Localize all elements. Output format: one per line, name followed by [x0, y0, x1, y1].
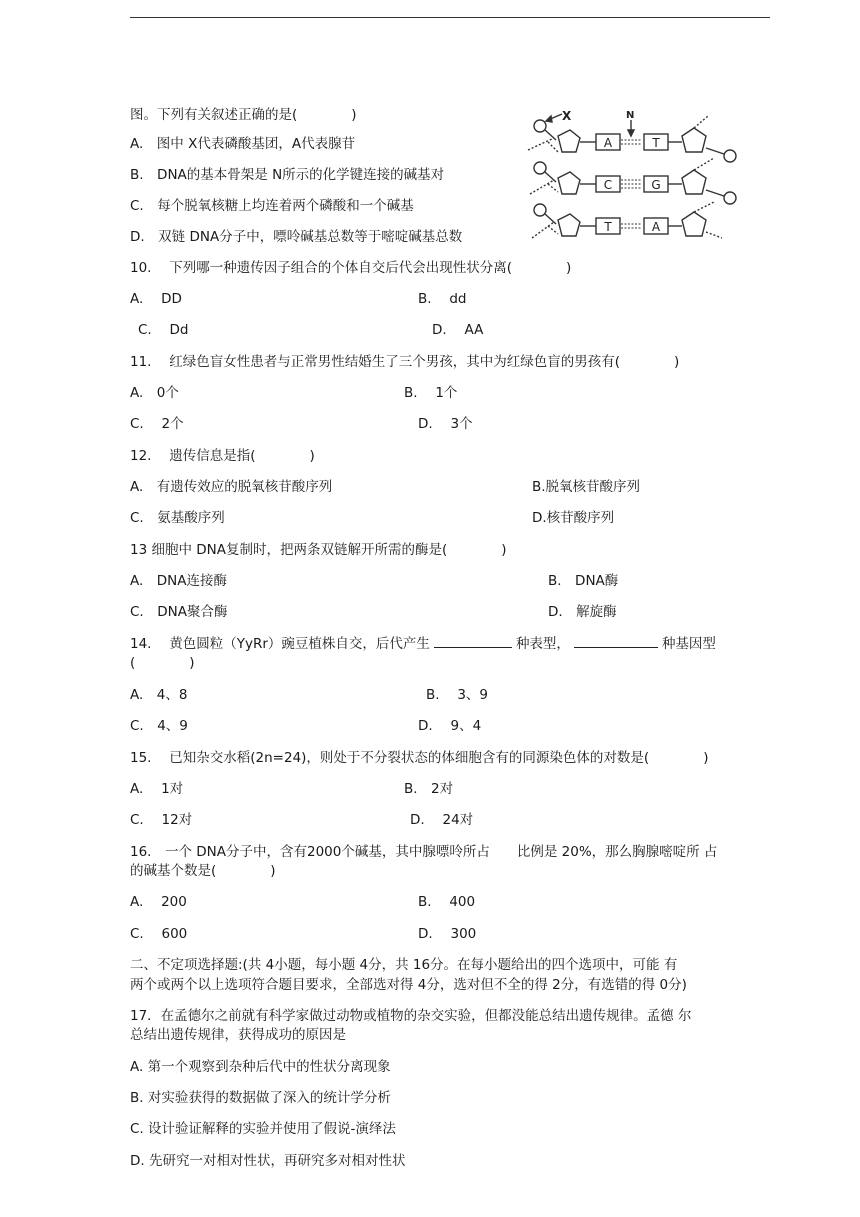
q16-stem-line1: 16. 一个 DNA分子中，含有2000个碱基，其中腺嘌呤所占 比例是 20%，那么胸腺嘧啶所 占 [130, 844, 718, 860]
section2-heading-line2: 两个或两个以上选项符合题目要求，全部选对得 4分，选对但不全的得 2分，有选错的得 0分) [130, 977, 687, 993]
q10-option-d: D. AA [432, 322, 484, 338]
q9-option-b: B. DNA的基本骨架是 N所示的化学键连接的碱基对 [130, 167, 445, 183]
q12-option-d: D.核苷酸序列 [532, 510, 615, 526]
q16-option-d: D. 300 [418, 926, 477, 942]
q17-option-a: A. 第一个观察到杂种后代中的性状分离现象 [130, 1059, 391, 1075]
q13-option-c: C. DNA聚合酶 [130, 604, 228, 620]
q16-option-b: B. 400 [418, 894, 476, 910]
q16-option-a: A. 200 [130, 894, 187, 910]
q16-option-c: C. 600 [130, 926, 188, 942]
q17-option-b: B. 对实验获得的数据做了深入的统计学分析 [130, 1090, 391, 1106]
q10-option-a: A. DD [130, 291, 182, 307]
base-right-2: G [651, 178, 661, 192]
base-left-2: C [603, 178, 613, 192]
q15-option-a: A. 1对 [130, 781, 184, 797]
q12-stem: 12. 遗传信息是指( ) [130, 448, 315, 464]
q11-option-d: D. 3个 [418, 416, 473, 432]
q11-option-c: C. 2个 [130, 416, 184, 432]
q13-option-d: D. 解旋酶 [548, 604, 617, 620]
q14-stem-part2: 种表型， [515, 636, 570, 652]
q14-stem-part1: 14. 黄色圆粒（YyRr）豌豆植株自交，后代产生 [130, 636, 430, 652]
q14-option-c: C. 4、9 [130, 718, 188, 734]
q9-option-c: C. 每个脱氧核糖上均连着两个磷酸和一个碱基 [130, 198, 414, 214]
q9-option-d: D. 双链 DNA分子中，嘌呤碱基总数等于嘧啶碱基总数 [130, 229, 463, 245]
q9-stem: 图。下列有关叙述正确的是( ) [130, 107, 357, 123]
q14-blank-phenotypes[interactable] [434, 635, 512, 648]
base-right-3: A [651, 220, 661, 234]
q16-stem-line2: 的碱基个数是( ) [130, 863, 276, 879]
phosphate-circle [534, 120, 546, 132]
q10-stem: 10. 下列哪一种遗传因子组合的个体自交后代会出现性状分离( ) [130, 260, 572, 276]
diagram-label-x: X [562, 109, 572, 123]
q9-option-a: A. 图中 X代表磷酸基团，A代表腺苷 [130, 136, 356, 152]
q14-option-d: D. 9、4 [418, 718, 482, 734]
q10-option-b: B. dd [418, 291, 467, 307]
q12-option-c: C. 氨基酸序列 [130, 510, 225, 526]
section2-heading-line1: 二、不定项选择题:(共 4小题，每小题 4分，共 16分。在每小题给出的四个选项中，可能 有 [130, 957, 678, 973]
q15-option-b: B. 2对 [404, 781, 454, 797]
base-left-3: T [604, 220, 612, 234]
q14-stem-line2: ( ) [130, 655, 195, 671]
q14-option-b: B. 3、9 [426, 687, 489, 703]
q14-option-a: A. 4、8 [130, 687, 188, 703]
q14-stem-part3: 种基因型 [661, 636, 716, 652]
q12-option-b: B.脱氧核苷酸序列 [532, 479, 641, 495]
q11-stem: 11. 红绿色盲女性患者与正常男性结婚生了三个男孩，其中为红绿色盲的男孩有( ) [130, 354, 680, 370]
base-left-1: A [603, 136, 613, 150]
q15-stem: 15. 已知杂交水稻(2n=24)，则处于不分裂状态的体细胞含有的同源染色体的对数是( ) [130, 750, 709, 766]
q17-stem-line2: 总结出遗传规律，获得成功的原因是 [130, 1027, 346, 1043]
q15-option-c: C. 12对 [130, 812, 193, 828]
q10-option-c: C. Dd [138, 322, 189, 338]
q14-stem [130, 635, 716, 653]
q15-option-d: D. 24对 [410, 812, 474, 828]
q17-option-c: C. 设计验证解释的实验并使用了假说-演绎法 [130, 1121, 396, 1137]
q12-option-a: A. 有遗传效应的脱氧核苷酸序列 [130, 479, 333, 495]
dna-structure-diagram [518, 106, 748, 246]
q14-blank-genotypes[interactable] [574, 635, 658, 648]
base-right-1: T [652, 136, 660, 150]
q11-option-a: A. 0个 [130, 385, 179, 401]
diagram-label-n: N [626, 110, 635, 121]
header-rule [130, 17, 770, 18]
q13-stem: 13 细胞中 DNA复制时，把两条双链解开所需的酶是( ) [130, 542, 507, 558]
q17-option-d: D. 先研究一对相对性状，再研究多对相对性状 [130, 1153, 406, 1169]
q13-option-b: B. DNA酶 [548, 573, 619, 589]
q11-option-b: B. 1个 [404, 385, 458, 401]
q13-option-a: A. DNA连接酶 [130, 573, 228, 589]
q17-stem-line1: 17．在孟德尔之前就有科学家做过动物或植物的杂交实验，但都没能总结出遗传规律。孟德 尔 [130, 1008, 692, 1024]
